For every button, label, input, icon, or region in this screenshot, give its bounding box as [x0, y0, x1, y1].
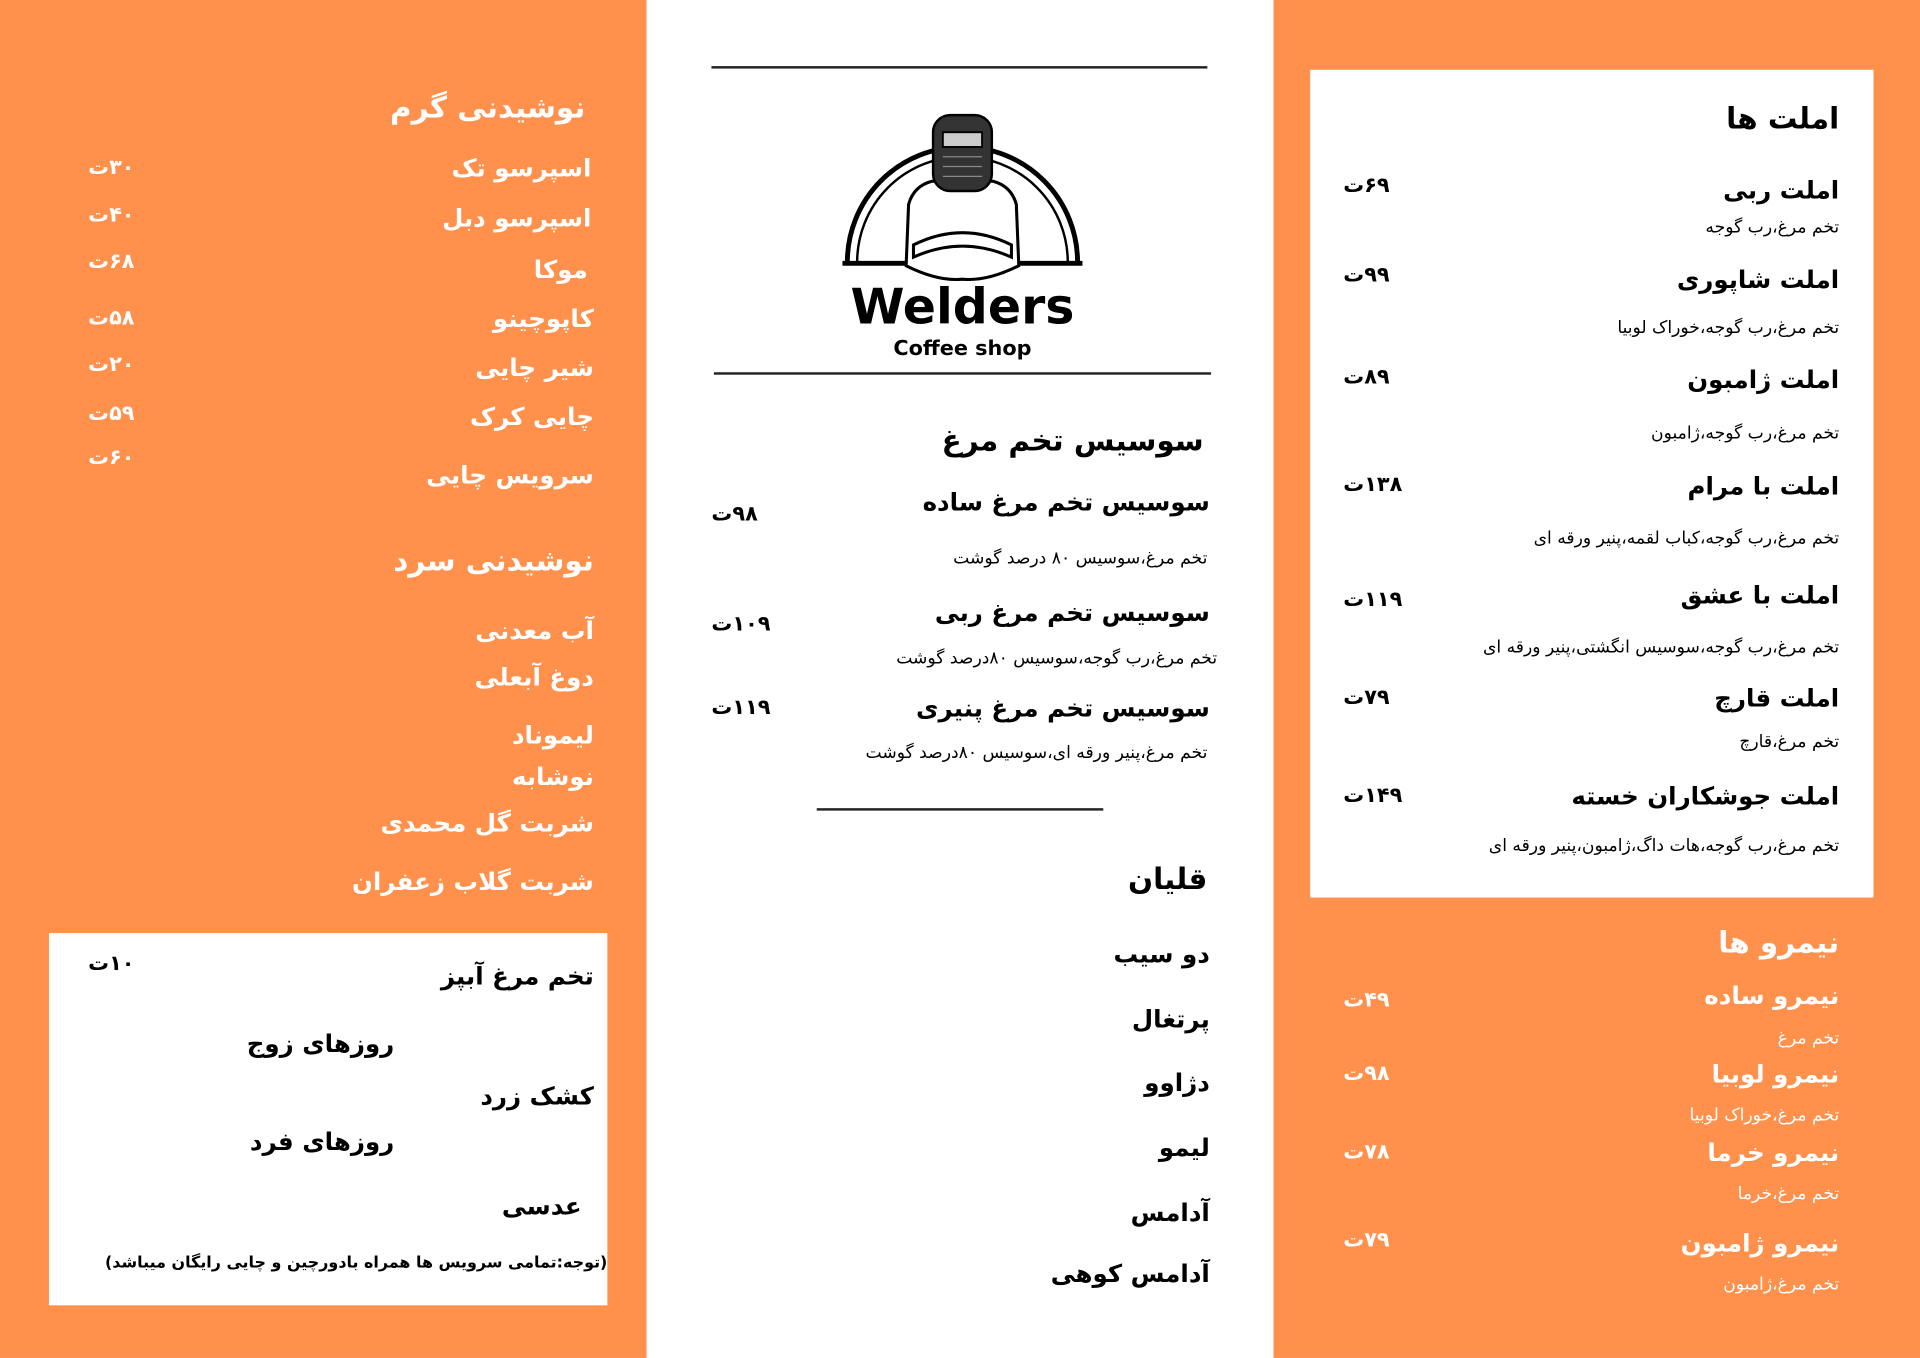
service-note: (توجه:تمامی سرویس ها همراه بادورچین و چایی رایگان میباشد)	[105, 1253, 608, 1273]
lentil-label: عدسی	[501, 1191, 582, 1221]
menu-item-desc: تخم مرغ،سوسیس ۸۰ درصد گوشت	[953, 548, 1208, 569]
cold-drinks-title: نوشیدنی سرد	[393, 543, 594, 578]
menu-item-name: نیمرو ساده	[1704, 980, 1840, 1011]
menu-item-name: املت با مرام	[1687, 471, 1840, 501]
menu-item-name: لیموناد	[511, 720, 594, 750]
odd-days-label: روزهای فرد	[249, 1126, 395, 1156]
hookah-flavor: لیمو	[1158, 1132, 1210, 1163]
menu-item-desc: تخم مرغ،رب گوجه،سوسیس انگشتی،پنیر ورقه ای	[1482, 637, 1840, 658]
even-days-label: روزهای زوج	[246, 1028, 395, 1058]
menu-item-price: ۶۰ت	[88, 445, 135, 471]
menu-item-price: ۴۹ت	[1343, 988, 1390, 1013]
menu-item-name: دوغ آبعلی	[474, 662, 594, 692]
menu-item-desc: تخم مرغ	[1777, 1028, 1840, 1049]
menu-item-desc: تخم مرغ،رب گوجه	[1705, 217, 1840, 238]
menu-item-price: ۱۴۹ت	[1343, 783, 1403, 809]
menu-item-desc: تخم مرغ،پنیر ورقه ای،سوسیس ۸۰درصد گوشت	[865, 743, 1208, 763]
menu-item-name: آب معدنی	[475, 615, 594, 646]
menu-item-desc: تخم مرغ،رب گوجه،کباب لقمه،پنیر ورقه ای	[1533, 528, 1840, 549]
menu-item-price: ۳۰ت	[88, 155, 135, 181]
hookah-flavor: دژاوو	[1144, 1067, 1210, 1098]
menu-item-name: سرویس چایی	[426, 460, 594, 490]
omelettes-title: املت ها	[1726, 101, 1840, 136]
menu-item-name: سوسیس تخم مرغ پنیری	[916, 693, 1210, 723]
menu-item-price: ۹۸ت	[711, 502, 758, 527]
menu-item-desc: تخم مرغ،خرما	[1737, 1184, 1840, 1204]
menu-item-price: ۷۹ت	[1343, 1228, 1390, 1253]
menu-item-desc: تخم مرغ،رب گوجه،خوراک لوبیا	[1617, 318, 1840, 338]
hookah-flavor: آدامس کوهی	[1050, 1258, 1210, 1289]
menu-item-price: ۵۹ت	[88, 401, 135, 427]
menu-item-name: شربت گل محمدی	[380, 808, 594, 838]
menu-item-price: ۱۱۹ت	[1343, 587, 1403, 613]
menu-item-name: نیمرو خرما	[1707, 1137, 1840, 1167]
menu-item-price: ۵۸ت	[88, 306, 135, 331]
menu-item-price: ۱۱۹ت	[711, 695, 771, 721]
menu-item-name: کاپوچینو	[492, 303, 594, 334]
menu-item-name: املت ربی	[1723, 175, 1840, 205]
hookah-title: قلیان	[1127, 862, 1208, 897]
menu-item-desc: تخم مرغ،رب گوجه،سوسیس ۸۰درصد گوشت	[896, 648, 1218, 669]
logo	[840, 100, 1085, 363]
menu-item-name: املت شاپوری	[1676, 264, 1840, 294]
menu-item-price: ۴۰ت	[88, 203, 135, 228]
hookah-flavor: دو سیب	[1113, 939, 1210, 969]
divider	[714, 372, 1211, 374]
menu-item-name: سوسیس تخم مرغ ساده	[922, 487, 1210, 517]
logo-subtitle: Coffee shop	[893, 336, 1032, 361]
divider	[711, 66, 1207, 68]
menu-item-name: نوشابه	[511, 761, 594, 792]
welder-with-helmet-icon	[840, 100, 1085, 363]
menu-item-desc: تخم مرغ،خوراک لوبیا	[1689, 1105, 1840, 1126]
menu-item-desc: تخم مرغ،قارچ	[1739, 732, 1840, 752]
menu-item-name: املت قارچ	[1714, 683, 1840, 713]
menu-item-price: ۷۹ت	[1343, 685, 1390, 711]
menu-item-name: اسپرسو تک	[451, 153, 592, 183]
menu-item-price: ۶۹ت	[1343, 173, 1390, 199]
menu-item-desc: تخم مرغ،ژامبون	[1723, 1274, 1840, 1295]
menu-item-name: اسپرسو دبل	[442, 203, 592, 233]
divider	[817, 808, 1104, 810]
menu-item-name: املت با عشق	[1680, 580, 1840, 610]
menu-item-price: ۱۳۸ت	[1343, 472, 1403, 498]
menu-item-name: چایی کرک	[469, 401, 594, 432]
menu-item-price: ۷۸ت	[1343, 1140, 1390, 1165]
menu-item-desc: تخم مرغ،رب گوجه،ژامبون	[1651, 423, 1840, 444]
menu-item-name: نیمرو ژامبون	[1680, 1228, 1840, 1258]
kashk-label: کشک زرد	[480, 1081, 594, 1111]
logo-name: Welders	[850, 278, 1075, 336]
menu-item-name: موکا	[533, 254, 588, 285]
hot-drinks-title: نوشیدنی گرم	[390, 90, 586, 125]
nimroo-title: نیمرو ها	[1718, 925, 1840, 961]
boiled-egg-price: ۱۰ت	[88, 951, 135, 976]
hookah-flavor: آدامس	[1130, 1197, 1210, 1227]
menu-item-name: املت ژامبون	[1687, 364, 1840, 395]
menu-item-name: شیر چایی	[475, 352, 594, 383]
hookah-flavor: پرتغال	[1131, 1004, 1210, 1034]
menu-item-price: ۸۹ت	[1343, 364, 1390, 390]
menu-item-name: املت جوشکاران خسته	[1571, 781, 1840, 811]
menu-item-price: ۹۸ت	[1343, 1061, 1390, 1087]
menu-item-desc: تخم مرغ،رب گوجه،هات داگ،ژامبون،پنیر ورقه ای	[1488, 836, 1840, 856]
menu-item-price: ۱۰۹ت	[711, 612, 771, 637]
menu-item-price: ۲۰ت	[88, 352, 135, 378]
menu-item-name: سوسیس تخم مرغ ربی	[934, 597, 1210, 627]
sausage-egg-title: سوسیس تخم مرغ	[941, 423, 1204, 458]
menu-item-price: ۹۹ت	[1343, 263, 1390, 288]
menu-item-price: ۶۸ت	[88, 249, 135, 275]
menu-item-name: شربت گلاب زعفران	[351, 866, 594, 897]
menu-item-name: نیمرو لوبیا	[1711, 1059, 1840, 1089]
boiled-egg-label: تخم مرغ آبپز	[440, 961, 594, 991]
